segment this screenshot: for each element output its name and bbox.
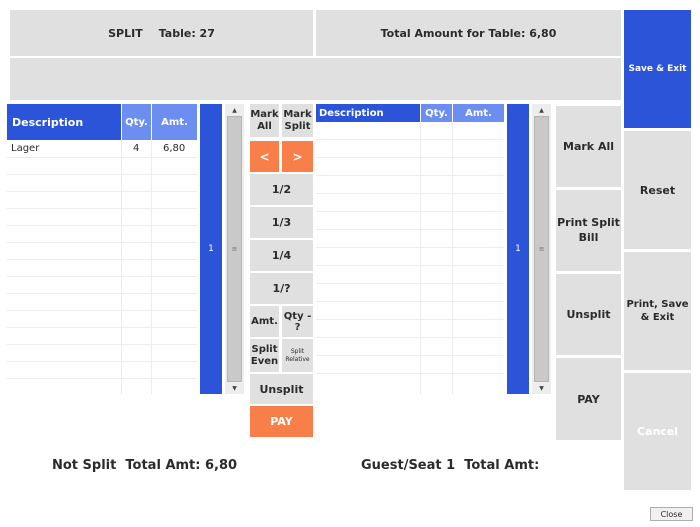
pay-button[interactable]: PAY — [250, 406, 313, 437]
reset-button[interactable]: Reset — [624, 131, 691, 249]
unsplit-button[interactable]: Unsplit — [250, 374, 313, 404]
mark-all-button[interactable]: Mark All — [250, 104, 279, 137]
split-half-button[interactable]: 1/2 — [250, 174, 313, 205]
info-strip — [10, 58, 621, 100]
row-qty: 4 — [133, 143, 140, 154]
next-button[interactable]: > — [282, 141, 313, 172]
table-row[interactable] — [316, 320, 504, 338]
table-row[interactable] — [7, 379, 197, 394]
table-row[interactable] — [7, 140, 197, 158]
print-split-bill-button[interactable]: Print Split Bill — [556, 190, 621, 271]
right-col-qty[interactable]: Qty. — [421, 104, 452, 122]
right-mark-all-button[interactable]: Mark All — [556, 106, 621, 187]
table-row[interactable] — [7, 158, 197, 175]
left-col-description[interactable]: Description — [7, 104, 121, 140]
table-row[interactable] — [316, 266, 504, 284]
table-row[interactable] — [7, 362, 197, 379]
split-label: SPLIT — [108, 26, 143, 40]
table-row[interactable] — [316, 194, 504, 212]
left-page-indicator[interactable]: 1 — [200, 104, 222, 394]
right-pay-button[interactable]: PAY — [556, 358, 621, 440]
table-row[interactable] — [7, 328, 197, 345]
table-row[interactable] — [316, 158, 504, 176]
scroll-down-icon[interactable]: ▼ — [232, 384, 237, 392]
not-split-total: Not Split Total Amt: 6,80 — [52, 458, 238, 473]
table-row[interactable] — [7, 260, 197, 277]
table-row[interactable] — [316, 338, 504, 356]
right-page-indicator[interactable]: 1 — [507, 104, 529, 394]
table-label: Table: 27 — [158, 26, 215, 40]
cancel-button[interactable]: Cancel — [624, 373, 691, 490]
table-row[interactable] — [316, 284, 504, 302]
table-row[interactable] — [316, 302, 504, 320]
right-col-description[interactable]: Description — [316, 104, 420, 122]
right-item-table[interactable] — [316, 104, 504, 394]
left-item-table[interactable] — [7, 104, 197, 394]
split-relative-button[interactable]: Split Relative — [282, 339, 313, 372]
close-button[interactable]: Close — [650, 507, 693, 521]
scroll-up-icon[interactable]: ▲ — [232, 106, 237, 114]
table-row[interactable] — [7, 294, 197, 311]
table-total-header — [316, 10, 621, 56]
right-col-amt[interactable]: Amt. — [453, 104, 504, 122]
split-quarter-button[interactable]: 1/4 — [250, 240, 313, 271]
split-amount-button[interactable]: Amt. — [250, 306, 279, 337]
save-exit-button[interactable]: Save & Exit — [624, 10, 691, 128]
print-save-exit-button[interactable]: Print, Save & Exit — [624, 252, 691, 370]
left-col-amt[interactable]: Amt. — [152, 104, 197, 140]
table-row[interactable] — [316, 230, 504, 248]
split-header — [10, 10, 313, 56]
scroll-up-icon[interactable]: ▲ — [539, 106, 544, 114]
table-row[interactable] — [7, 192, 197, 209]
table-row[interactable] — [316, 356, 504, 374]
table-row[interactable] — [316, 248, 504, 266]
scroll-thumb[interactable]: ≡ — [227, 116, 242, 382]
table-row[interactable] — [7, 209, 197, 226]
split-qty-button[interactable]: Qty - ? — [282, 306, 313, 337]
table-row[interactable] — [316, 212, 504, 230]
row-description: Lager — [11, 143, 40, 154]
split-even-button[interactable]: Split Even — [250, 339, 279, 372]
table-row[interactable] — [316, 176, 504, 194]
scroll-down-icon[interactable]: ▼ — [539, 384, 544, 392]
table-row[interactable] — [316, 122, 504, 140]
table-row[interactable] — [7, 345, 197, 362]
table-row[interactable] — [316, 140, 504, 158]
scroll-thumb[interactable]: ≡ — [534, 116, 549, 382]
guest-seat-total: Guest/Seat 1 Total Amt: — [361, 458, 540, 473]
row-amt: 6,80 — [163, 143, 186, 154]
table-row[interactable] — [7, 175, 197, 192]
mark-split-button[interactable]: Mark Split — [282, 104, 313, 137]
right-scrollbar[interactable] — [532, 104, 551, 394]
table-row[interactable] — [7, 277, 197, 294]
table-row[interactable] — [7, 311, 197, 328]
split-third-button[interactable]: 1/3 — [250, 207, 313, 238]
right-unsplit-button[interactable]: Unsplit — [556, 274, 621, 355]
table-total-label: Total Amount for Table: 6,80 — [380, 26, 557, 40]
table-row[interactable] — [7, 243, 197, 260]
left-scrollbar[interactable] — [225, 104, 244, 394]
prev-button[interactable]: < — [250, 141, 279, 172]
table-row[interactable] — [316, 374, 504, 394]
table-row[interactable] — [7, 226, 197, 243]
split-custom-button[interactable]: 1/? — [250, 273, 313, 304]
left-col-qty[interactable]: Qty. — [122, 104, 151, 140]
